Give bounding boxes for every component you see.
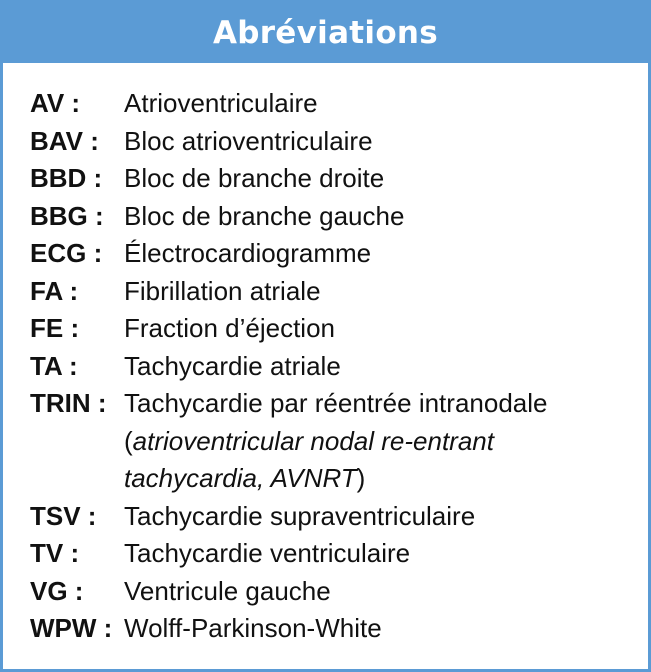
note-english-1: atrioventricular nodal re-entrant <box>132 425 494 456</box>
list-item <box>30 610 638 648</box>
list-item <box>30 498 638 536</box>
abbreviation: TV : <box>30 538 80 568</box>
definition-note-line-1 <box>124 423 638 461</box>
definition: Électrocardiogramme <box>124 238 372 268</box>
definition: Tachycardie supraventriculaire <box>124 500 476 531</box>
abbreviation: VG : <box>30 575 84 606</box>
list-item <box>30 535 638 573</box>
abbreviation: WPW : <box>30 613 113 643</box>
close-paren: ) <box>356 463 366 493</box>
box-title: Abréviations <box>212 15 439 51</box>
list-item <box>30 310 638 348</box>
definition-line: Tachycardie par réentrée intranodale <box>124 388 548 418</box>
list-item <box>30 235 638 273</box>
definition: Fibrillation atriale <box>124 275 321 306</box>
abbreviation: ECG : <box>30 238 103 268</box>
list-item-trin <box>30 385 638 498</box>
definition: Ventricule gauche <box>124 575 331 606</box>
definition: Atrioventriculaire <box>124 88 318 118</box>
abbreviation: TSV : <box>30 500 97 531</box>
note-english-2: tachycardia, AVNRT <box>124 463 357 493</box>
definition: Bloc de branche gauche <box>124 200 405 231</box>
abbreviation: AV : <box>30 88 81 118</box>
abbreviation: TRIN : <box>30 388 107 418</box>
definition: Fraction d’éjection <box>124 313 335 343</box>
list-item <box>30 273 638 311</box>
abbreviation: FE : <box>30 313 80 343</box>
abbreviation: FA : <box>30 275 79 306</box>
list-item <box>30 198 638 236</box>
definition: Bloc de branche droite <box>124 163 385 193</box>
definition <box>124 385 638 498</box>
abbreviation: TA : <box>30 350 78 381</box>
definition: Tachycardie atriale <box>124 350 341 381</box>
abbreviation: BBD : <box>30 163 103 193</box>
list-item <box>30 160 638 198</box>
open-paren: ( <box>124 425 133 456</box>
abbreviation-list <box>30 85 638 648</box>
header-bar <box>3 3 648 63</box>
abbreviation: BBG : <box>30 200 104 231</box>
list-item <box>30 123 638 161</box>
definition-note-line-2 <box>124 460 638 498</box>
list-item <box>30 85 638 123</box>
list-item <box>30 348 638 386</box>
definition: Bloc atrioventriculaire <box>124 125 373 156</box>
definition: Tachycardie ventriculaire <box>124 538 411 568</box>
definition: Wolff-Parkinson-White <box>124 613 382 643</box>
abbreviation: BAV : <box>30 125 99 156</box>
list-item <box>30 573 638 611</box>
